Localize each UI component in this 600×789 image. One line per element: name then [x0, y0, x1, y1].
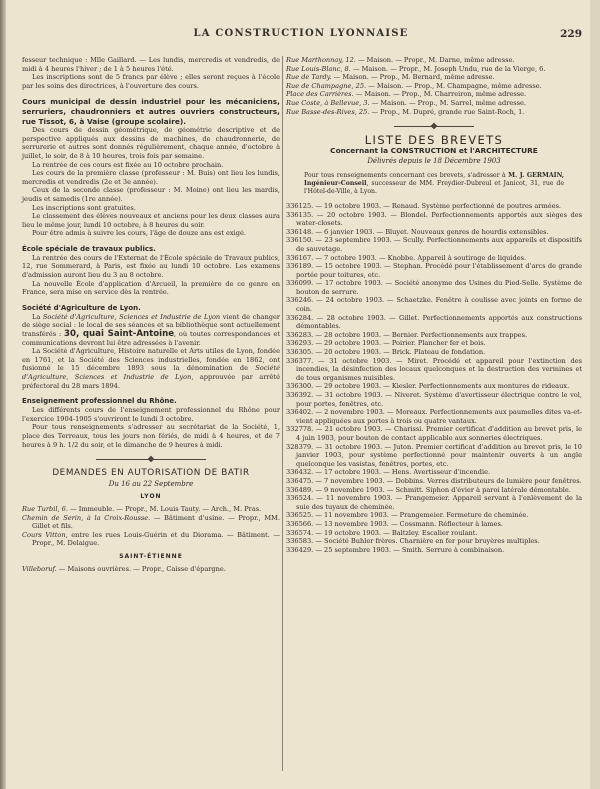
city-heading-saint-etienne: SAINT-ÉTIENNE	[119, 552, 183, 560]
page-spine-shadow	[0, 0, 6, 789]
running-header	[20, 28, 582, 42]
permit-details: — Maison. — Prop., M. Charreiron, même adresse.	[353, 90, 527, 99]
permit-details: — Maison. — Prop., M. Bernard, même adresse.	[331, 73, 495, 82]
patent-entry: 336246. — 24 octobre 1903. — Schaetzke. Fenêtre à coulisse avec joints en forme de coin.	[286, 296, 582, 314]
enseignement-paragraph: Les différents cours de l'enseignement professionnel du Rhône pour l'exercice 1904-1905 s'ouvriront le lundi 3 octobre.	[22, 406, 280, 423]
patent-entry: 336125. — 19 octobre 1903. — Renaud. Système perfectionné de poutres armées.	[286, 201, 561, 210]
permit-details: — Maisons ouvrières. — Propr., Caisse d'épargne.	[56, 564, 226, 573]
ecole-paragraph: La rentrée des cours de l'Externat de l'École spéciale de Travaux publics, 12, rue Sommerard, à Paris, est fixée au lundi 10 octobre. Les examens d'admission auront lieu du 3 au 8 octobre.	[22, 253, 280, 280]
patent-entry: 336135. — 20 octobre 1903. — Blondel. Perfectionnements apportés aux sièges des water-closets.	[286, 210, 582, 228]
text-run: vient de changer de siège social : le local de ses séances et sa bibliothèque sont actuellement transférés :	[22, 312, 281, 339]
patent-entry: 336189. — 15 octobre 1903. — Stephan. Procédé pour l'établissement d'arcs de grande portée pour toitures, etc.	[286, 262, 582, 279]
right-column	[286, 56, 582, 554]
brevets-date: Délivrés depuis le 18 Décembre 1903	[367, 157, 501, 166]
ecole-paragraph: La nouvelle École d'application d'Arcueil, la première de ce genre en France, sera mise en service dès la rentrée.	[22, 279, 280, 297]
brevets-list	[286, 202, 582, 554]
cours-paragraph: Le classement des élèves nouveaux et anciens pour les deux classes aura lieu le même jour, lundi 10 octobre, à 8 heures du soir.	[22, 212, 280, 229]
patent-entry: 332778. — 21 octobre 1903. — Charissi. Premier certificat d'addition au brevet pris, le 4 juin 1903, pour bouton de contact applicable aux sonneries électriques.	[286, 425, 582, 442]
patent-entry: 336284. — 28 octobre 1903. — Gillet. Perfectionnements apportés aux constructions démontables.	[286, 313, 582, 331]
permit-address: Rue de Champagne, 25.	[286, 81, 367, 90]
journal-title: LA CONSTRUCTION LYONNAISE	[193, 28, 409, 39]
permit-entry	[286, 56, 582, 65]
permit-entry	[22, 531, 280, 548]
patent-entry: 336377. — 31 octobre 1903. — Miret. Procédé et appareil pour l'extinction des incendies, la désinfection des locaux quelconques et la destruction des vermines et de tous organismes nuisibles.	[286, 356, 582, 382]
cours-paragraph: Ceux de la seconde classe (professeur : M. Moine) ont lieu les mardis, jeudis et samedis (1re année).	[22, 186, 280, 203]
permit-details: — Immeuble. — Propr., M. Louis Tauty. — Arch., M. Pras.	[67, 504, 262, 513]
permit-address: Rue Basse-des-Rives, 25.	[286, 107, 370, 116]
permit-address: Rue Louis-Blanc, 8.	[286, 64, 351, 73]
cours-paragraph: Les cours de la première classe (professeur : M. Buis) ont lieu les lundis, mercredis et vendredis (2e et 3e année).	[22, 169, 280, 186]
brevets-info	[286, 172, 582, 196]
permit-entry	[286, 73, 582, 82]
permit-entry	[22, 505, 280, 514]
patent-entry: 336574. — 19 octobre 1903. — Baltzley. Escalier roulant.	[286, 528, 478, 537]
patent-entry: 336525. — 11 novembre 1903. — Prangemeier. Fermeture de cheminée.	[286, 511, 529, 520]
patent-entry: 336432. — 17 octobre 1903. — Hens. Avertisseur d'incendie.	[286, 468, 491, 477]
brevets-title: LISTE DES BREVETS	[364, 133, 504, 148]
permit-details: — Maison. — Propr., M. Joseph Undu, rue de la Vierge, 6.	[350, 64, 546, 73]
page-edge	[590, 0, 600, 789]
permit-address: Chemin de Serin, à la Croix-Rousse.	[22, 513, 151, 522]
permit-entry	[286, 82, 582, 91]
ornament-divider	[394, 122, 474, 130]
patent-entry: 336148. — 6 janvier 1903. — Bluyet. Nouveaux genres de hourdis extensibles.	[286, 227, 549, 236]
patent-entry: 328379. — 31 octobre 1903. — Juton. Premier certificat d'addition au brevet pris, le 10 janvier 1903, pour système perfectionné pour maintenir ouverts à un angle quelconque les vasistas, fenêtres, portes, etc.	[286, 442, 582, 468]
permit-details: — Prop., M. Dupré, grande rue Saint-Roch, 1.	[369, 107, 525, 116]
column-divider	[282, 56, 283, 771]
demandes-subtitle: Du 16 au 22 Septembre	[108, 479, 194, 488]
enseignement-paragraph: Pour tous renseignements s'adresser au secrétariat de la Société, 1, place des Terreaux, tous les jours non fériés, de midi à 4 heures, et de 7 heures à 9 h. 1/2 du soir, et le dimanche de 9 heures à midi.	[22, 423, 280, 449]
permit-address: Place des Carrières.	[286, 90, 354, 99]
patent-entry: 336402. — 2 novembre 1903. — Moreaux. Perfectionnements aux paumelles dites va-et-vient appliquées aux portes à trois ou quatre vantaux.	[286, 408, 582, 425]
societe-paragraph	[22, 347, 280, 390]
permit-address: Rue de Tardy.	[286, 73, 332, 82]
permit-details: — Maison. — Prop., M. Champagne, même adresse.	[366, 81, 542, 90]
patent-entry: 336566. — 13 novembre 1903. — Cossmann. Réflecteur à lames.	[286, 519, 503, 528]
cours-paragraph: Les inscriptions sont gratuites.	[32, 203, 136, 212]
cours-paragraph: La rentrée de ces cours est fixée au 10 octobre prochain.	[32, 160, 224, 169]
section-heading-cours: Cours municipal de dessin industriel pour les mécaniciens, serruriers, chaudronniers et autres ouvriers constructeurs, rue Tissot, 6, à Vaise (groupe scolaire).	[22, 97, 280, 126]
left-column	[22, 56, 280, 573]
text-run: , successeur de MM. Freydier-Dubreul et Janicot, 31, rue de l'Hôtel-de-Ville, à Lyon.	[304, 179, 564, 195]
society-name: Société d'Agriculture, Sciences et Industrie de Lyon	[22, 364, 280, 381]
text-run: Pour tous renseignements concernant ces brevets, s'adresser à	[304, 171, 509, 179]
section-heading-societe: Société d'Agriculture de Lyon.	[22, 303, 141, 312]
patent-entry: 336429. — 25 septembre 1903. — Smith. Serrure à combinaison.	[286, 545, 505, 554]
brevets-subtitle: Concernant la CONSTRUCTION et l'ARCHITECTURE	[330, 145, 538, 155]
new-address: 30, quai Saint-Antoine	[63, 329, 175, 340]
engineer-name: M. J. GERMAIN, Ingénieur-Conseil	[304, 171, 564, 187]
permit-address: Rue Coste, à Bellevue, 3.	[286, 98, 370, 107]
permit-details: — Bâtiment d'usine. — Propr., MM. Gillet et fils.	[32, 513, 280, 531]
patent-entry: 336099. — 17 octobre 1903. — Société anonyme des Usines du Pied-Selle. Système de bouton de serrure.	[286, 279, 582, 296]
patent-entry: 336167. — 7 octobre 1903. — Knobbe. Appareil à soutirage de liquides.	[286, 253, 527, 262]
text-run: , où toutes correspondances et communications devront lui être adressées à l'avenir.	[22, 330, 280, 347]
permit-details: — Maison. — Propr., M. Darne, même adresse.	[355, 56, 515, 64]
permit-address: Villeboruf.	[22, 564, 57, 573]
intro-paragraph: Les inscriptions sont de 5 francs par élève ; elles seront reçues à l'école par les soins des directrices, à l'ouverture des cours.	[22, 73, 280, 90]
patent-entry: 336305. — 20 octobre 1903. — Brick. Plateau de fondation.	[286, 348, 486, 357]
permit-address: Rue Turbil, 6.	[22, 504, 68, 513]
patent-entry: 336293. — 29 octobre 1903. — Poirier. Plancher fer et bois.	[286, 339, 486, 348]
patent-entry: 336489. — 9 novembre 1903. — Schmitt. Siphon d'évier à paroi latérale démontable.	[286, 485, 571, 494]
section-heading-ecole: École spéciale de travaux publics.	[22, 244, 156, 253]
cours-paragraph: Pour être admis à suivre les cours, l'âge de douze ans est exigé.	[32, 229, 246, 238]
permit-details: — Maison. — Prop., M. Sarrel, même adresse.	[369, 98, 527, 107]
ornament-divider	[96, 455, 206, 463]
text-run: La Société d'Agriculture, Histoire naturelle et Arts utiles de Lyon, fondée en 1761, et la Société des Sciences industrielles, fondée en 1862, ont fusionné le 15 décembre 1893 sous la dénomination de	[22, 347, 280, 373]
permit-entry	[286, 90, 582, 99]
patent-entry: 336150. — 23 septembre 1903. — Scully. Perfectionnements aux appareils et dispositifs de sauvetage.	[286, 236, 582, 253]
patent-entry: 336300. — 29 octobre 1903. — Kiesler. Perfectionnements aux montures de rideaux.	[286, 382, 570, 391]
permit-entry	[286, 99, 582, 108]
permit-address: Cours Vitton,	[22, 530, 68, 539]
permit-address: Rue Marthonnay, 12.	[286, 56, 356, 64]
city-heading-lyon: LYON	[140, 493, 162, 501]
cours-paragraph: Des cours de dessin géométrique, de géométrie descriptive et de perspective appliqués aux dessins de machines, de chaudronnerie, de serrurerie et autres sont donnés régulièrement, chaque année, d'octobre à juillet, le soir, de 8 à 10 heures, trois fois par semaine.	[22, 126, 280, 160]
permit-entry	[286, 108, 582, 117]
permit-entry	[286, 65, 582, 74]
section-heading-enseignement: Enseignement professionnel du Rhône.	[22, 397, 177, 406]
demandes-title: DEMANDES EN AUTORISATION DE BATIR	[52, 468, 250, 479]
patent-entry: 336583. — Société Buhler frères. Charnière en fer pour bruyères multiples.	[286, 537, 540, 546]
patent-entry: 336392. — 31 octobre 1903. — Niveret. Système d'avertisseur électrique contre le vol, pour portes, fenêtres, etc.	[286, 391, 582, 408]
patent-entry: 336283. — 28 octobre 1903. — Bernier. Perfectionnements aux trappes.	[286, 330, 528, 339]
text-run: La	[32, 312, 43, 321]
text-run: , approuvée par arrêté préfectoral du 28 mars 1894.	[22, 373, 280, 390]
page-number: 229	[560, 28, 582, 40]
permit-entry	[22, 514, 280, 531]
permit-entry	[22, 565, 280, 574]
patent-entry: 336475. — 7 novembre 1903. — Dobbins. Verres distributeurs de lumière pour fenêtres.	[286, 476, 582, 485]
intro-paragraph: fesseur technique : Mlle Gaillard. — Les lundis, mercredis et vendredis, de midi à 4 heures l'hiver ; de 1 à 5 heures l'été.	[22, 56, 280, 73]
society-name: Société d'Agriculture, Sciences et Industrie de Lyon	[42, 312, 221, 321]
societe-paragraph	[22, 313, 280, 347]
permit-details: entre les rues Louis-Guérin et du Diorama. — Bâtiment. — Propr., M. Delaigue.	[32, 530, 280, 548]
patent-entry: 336524. — 11 novembre 1903. — Prangemeier. Appareil servant à l'enlèvement de la suie des tuyaux de cheminée.	[286, 494, 582, 511]
